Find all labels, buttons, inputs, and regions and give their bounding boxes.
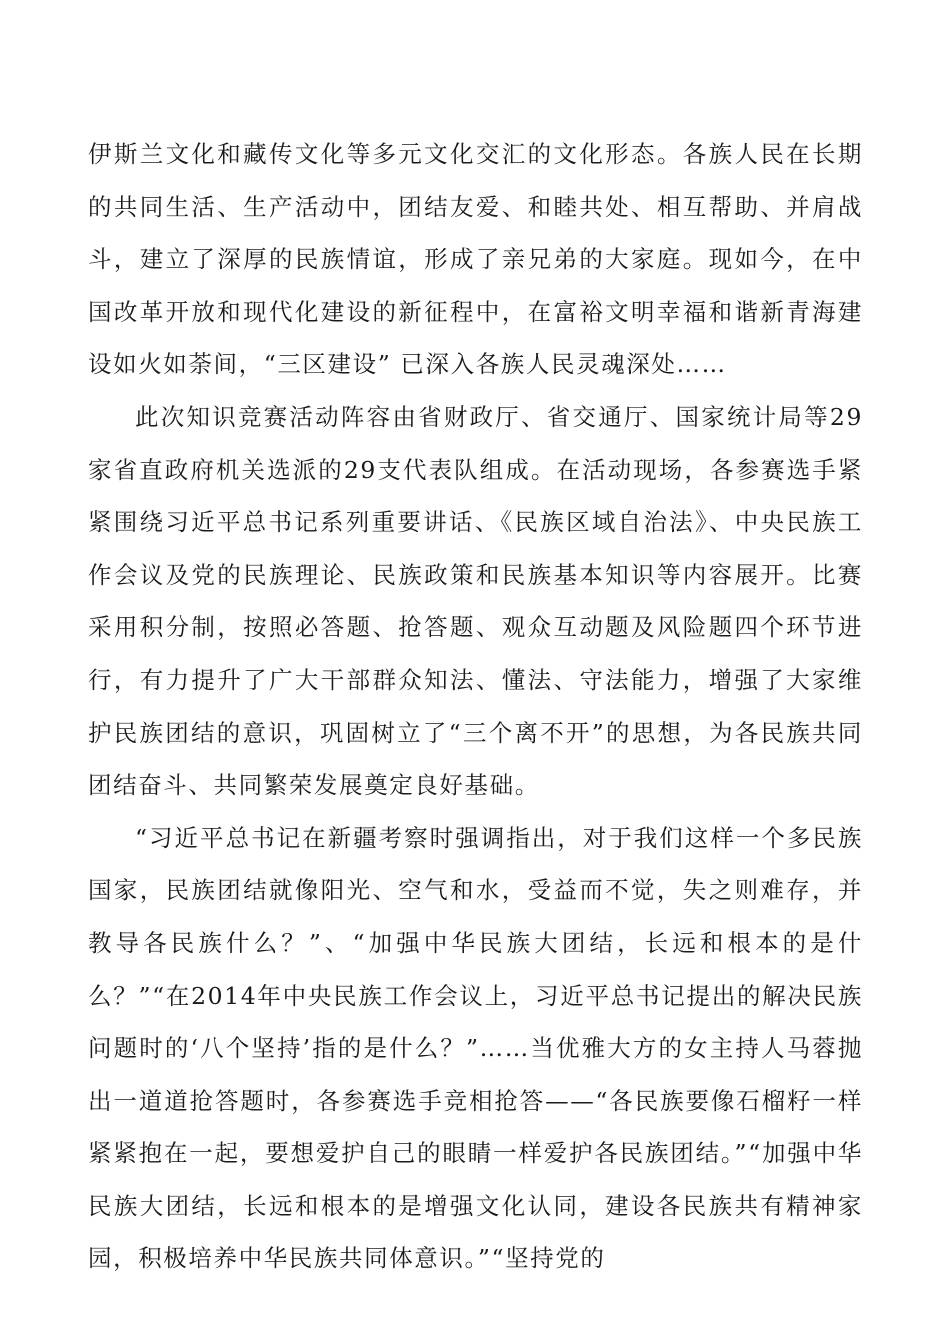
paragraph-3: “习近平总书记在新疆考察时强调指出，对于我们这样一个多民族国家，民族团结就像阳光、空气和水，受益而不觉，失之则难存，并教导各民族什么？”、“加强中华民族大团结，长远和根本的是什么？”“在2014年中央民族工作会议上，习近平总书记提出的解决民族问题时的‘八个坚持’指的是什么？”……当优雅大方的女主持人马蓉抛出一道道抢答题时，各参赛选手竞相抢答——“各民族要像石榴籽一样紧紧抱在一起，要想爱护自己的眼睛一样爱护各民族团结。”“加强中华民族大团结，长远和根本的是增强文化认同，建设各民族共有精神家园，积极培养中华民族共同体意识。”“坚持党的	[88, 823, 863, 1273]
paragraph-1: 伊斯兰文化和藏传文化等多元文化交汇的文化形态。各族人民在长期的共同生活、生产活动中，团结友爱、和睦共处、相互帮助、并肩战斗，建立了深厚的民族情谊，形成了亲兄弟的大家庭。现如今，在中国改革开放和现代化建设的新征程中，在富裕文明幸福和谐新青海建设如火如荼间，“三区建设” 已深入各族人民灵魂深处……	[88, 140, 863, 379]
body-text	[88, 128, 863, 1285]
paragraph-2: 此次知识竞赛活动阵容由省财政厅、省交通厅、国家统计局等29家省直政府机关选派的29支代表队组成。在活动现场，各参赛选手紧紧围绕习近平总书记系列重要讲话、《民族区域自治法》、中央民族工作会议及党的民族理论、民族政策和民族基本知识等内容展开。比赛采用积分制，按照必答题、抢答题、观众互动题及风险题四个环节进行，有力提升了广大干部群众知法、懂法、守法能力，增强了大家维护民族团结的意识，巩固树立了“三个离不开”的思想，为各民族共同团结奋斗、共同繁荣发展奠定良好基础。	[88, 402, 863, 800]
